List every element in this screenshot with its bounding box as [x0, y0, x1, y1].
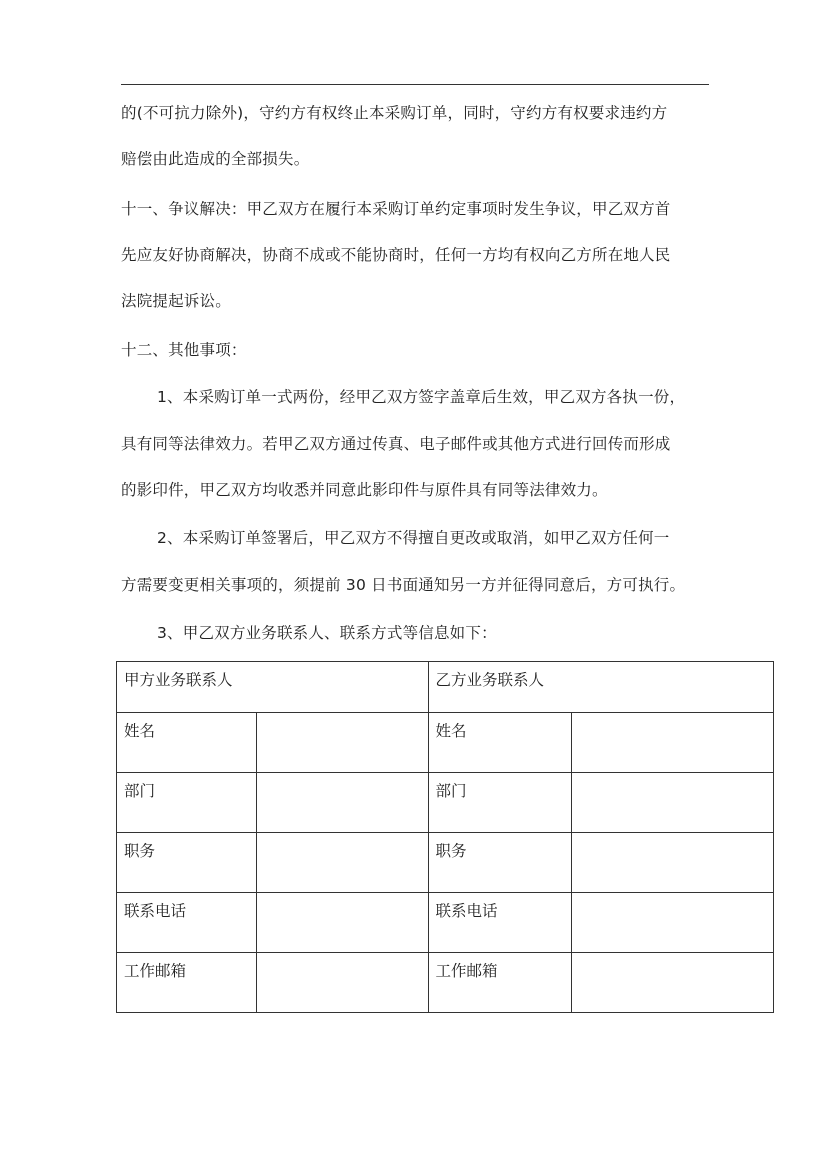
paragraph-line: 的(不可抗力除外)，守约方有权终止本采购订单，同时，守约方有权要求违约方: [121, 104, 668, 122]
paragraph-line: 方需要变更相关事项的，须提前 30 日书面通知另一方并征得同意后，方可执行。: [121, 576, 686, 594]
row-label: 职务: [428, 833, 572, 893]
item-1-line: 1、本采购订单一式两份，经甲乙双方签字盖章后生效，甲乙双方各执一份，: [157, 388, 686, 406]
paragraph-line: 先应友好协商解决，协商不成或不能协商时，任何一方均有权向乙方所在地人民: [121, 246, 671, 264]
party-a-header: 甲方业务联系人: [117, 662, 429, 713]
item-3-line: 3、甲乙双方业务联系人、联系方式等信息如下：: [157, 624, 497, 642]
item-2-line: 2、本采购订单签署后，甲乙双方不得擅自更改或取消，如甲乙双方任何一: [157, 529, 670, 547]
row-label: 联系电话: [117, 893, 257, 953]
paragraph-line: 赔偿由此造成的全部损失。: [121, 150, 310, 168]
party-b-header: 乙方业务联系人: [428, 662, 773, 713]
row-label: 联系电话: [428, 893, 572, 953]
contact-table: [116, 661, 774, 1013]
section-11-line: 十一、争议解决：甲乙双方在履行本采购订单约定事项时发生争议，甲乙双方首: [121, 200, 671, 218]
row-label: 工作邮箱: [428, 953, 572, 1013]
header-rule: [121, 84, 709, 85]
row-label: 工作邮箱: [117, 953, 257, 1013]
value-cell[interactable]: [572, 773, 774, 833]
value-cell[interactable]: [572, 953, 774, 1013]
row-label: 姓名: [117, 713, 257, 773]
value-cell[interactable]: [572, 713, 774, 773]
paragraph-line: 法院提起诉讼。: [121, 292, 231, 310]
value-cell[interactable]: [572, 893, 774, 953]
paragraph-line: 的影印件，甲乙双方均收悉并同意此影印件与原件具有同等法律效力。: [121, 481, 608, 499]
value-cell[interactable]: [256, 953, 428, 1013]
value-cell[interactable]: [256, 833, 428, 893]
row-label: 部门: [428, 773, 572, 833]
section-12-heading: 十二、其他事项：: [121, 341, 247, 359]
row-label: 姓名: [428, 713, 572, 773]
value-cell[interactable]: [256, 713, 428, 773]
value-cell[interactable]: [256, 893, 428, 953]
value-cell[interactable]: [256, 773, 428, 833]
row-label: 职务: [117, 833, 257, 893]
row-label: 部门: [117, 773, 257, 833]
value-cell[interactable]: [572, 833, 774, 893]
paragraph-line: 具有同等法律效力。若甲乙双方通过传真、电子邮件或其他方式进行回传而形成: [121, 435, 671, 453]
